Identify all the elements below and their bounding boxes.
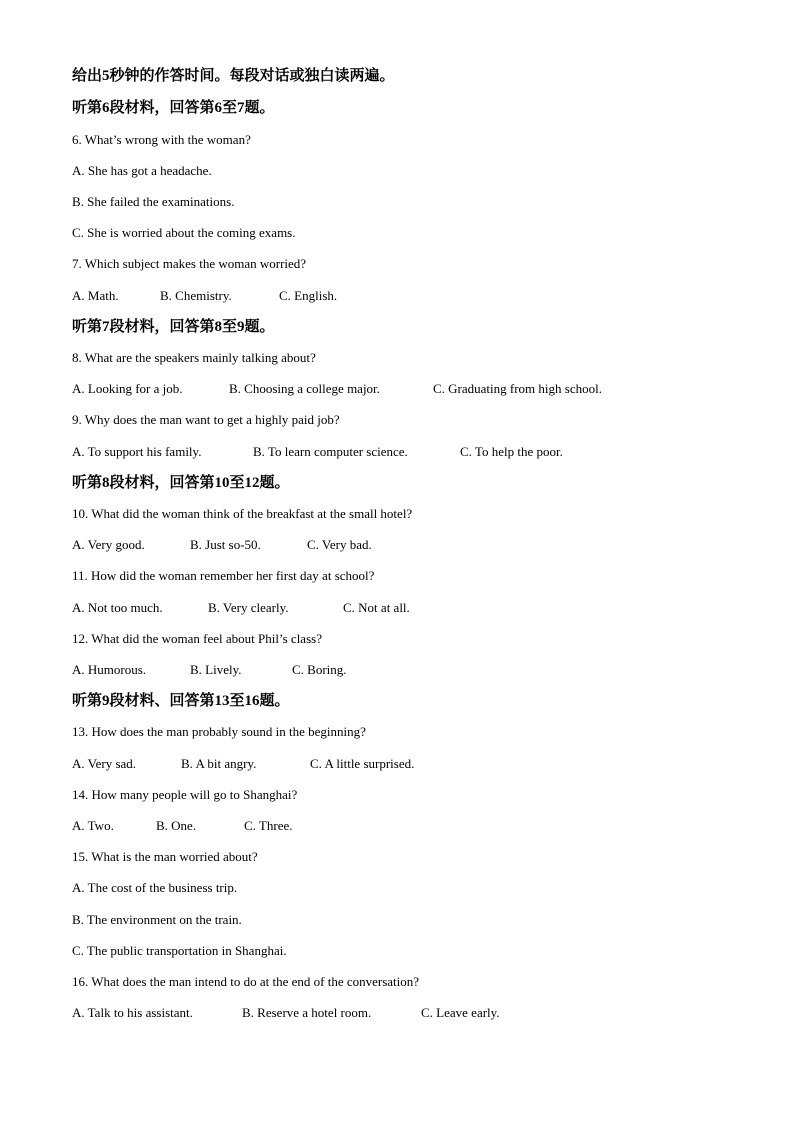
section-heading: 听第9段材料、回答第13至16题。 bbox=[72, 693, 290, 709]
intro-text: 给出5秒钟的作答时间。每段对话或独白读两遍。 bbox=[72, 68, 395, 84]
answer-option: B. Just so-50. bbox=[190, 537, 261, 552]
answer-option: A. Math. bbox=[72, 288, 119, 303]
answer-option: B. One. bbox=[156, 818, 197, 833]
question-text: 12. What did the woman feel about Phil’s class? bbox=[72, 631, 322, 646]
question-text: 8. What are the speakers mainly talking about? bbox=[72, 350, 316, 365]
section-heading: 听第7段材料，回答第8至9题。 bbox=[72, 319, 275, 335]
question-text: 10. What did the woman think of the breakfast at the small hotel? bbox=[72, 506, 413, 521]
answer-option: B. Lively. bbox=[190, 662, 242, 677]
question-text: 16. What does the man intend to do at the end of the conversation? bbox=[72, 974, 420, 989]
answer-option: C. Graduating from high school. bbox=[433, 381, 602, 396]
question-text: 11. How did the woman remember her first day at school? bbox=[72, 568, 375, 583]
answer-option: B. Reserve a hotel room. bbox=[242, 1005, 372, 1020]
answer-option: C. Boring. bbox=[292, 662, 347, 677]
answer-option: C. Very bad. bbox=[307, 537, 372, 552]
answer-option: C. She is worried about the coming exams. bbox=[72, 225, 296, 240]
answer-option: B. Very clearly. bbox=[208, 600, 289, 615]
answer-option: A. Not too much. bbox=[72, 600, 163, 615]
answer-option: B. To learn computer science. bbox=[253, 444, 408, 459]
answer-option: A. Humorous. bbox=[72, 662, 147, 677]
section-heading: 听第8段材料，回答第10至12题。 bbox=[72, 475, 290, 491]
answer-option: A. To support his family. bbox=[72, 444, 202, 459]
question-text: 7. Which subject makes the woman worried? bbox=[72, 256, 307, 271]
answer-option: A. Talk to his assistant. bbox=[72, 1005, 193, 1020]
answer-option: C. Leave early. bbox=[421, 1005, 500, 1020]
question-text: 9. Why does the man want to get a highly paid job? bbox=[72, 412, 340, 427]
answer-option: A. She has got a headache. bbox=[72, 163, 212, 178]
answer-option: C. Three. bbox=[244, 818, 293, 833]
answer-option: B. Chemistry. bbox=[160, 288, 232, 303]
answer-option: C. To help the poor. bbox=[460, 444, 563, 459]
section-heading: 听第6段材料，回答第6至7题。 bbox=[72, 100, 275, 116]
answer-option: C. Not at all. bbox=[343, 600, 410, 615]
question-text: 13. How does the man probably sound in the beginning? bbox=[72, 724, 366, 739]
question-text: 6. What’s wrong with the woman? bbox=[72, 132, 251, 147]
answer-option: A. Looking for a job. bbox=[72, 381, 183, 396]
answer-option: B. A bit angry. bbox=[181, 756, 257, 771]
answer-option: A. Very good. bbox=[72, 537, 145, 552]
answer-option: A. The cost of the business trip. bbox=[72, 880, 238, 895]
answer-option: A. Very sad. bbox=[72, 756, 137, 771]
question-text: 14. How many people will go to Shanghai? bbox=[72, 787, 298, 802]
question-text: 15. What is the man worried about? bbox=[72, 849, 258, 864]
answer-option: C. A little surprised. bbox=[310, 756, 415, 771]
answer-option: C. English. bbox=[279, 288, 338, 303]
answer-option: A. Two. bbox=[72, 818, 114, 833]
answer-option: B. The environment on the train. bbox=[72, 912, 242, 927]
answer-option: B. Choosing a college major. bbox=[229, 381, 380, 396]
answer-option: B. She failed the examinations. bbox=[72, 194, 235, 209]
answer-option: C. The public transportation in Shanghai. bbox=[72, 943, 287, 958]
